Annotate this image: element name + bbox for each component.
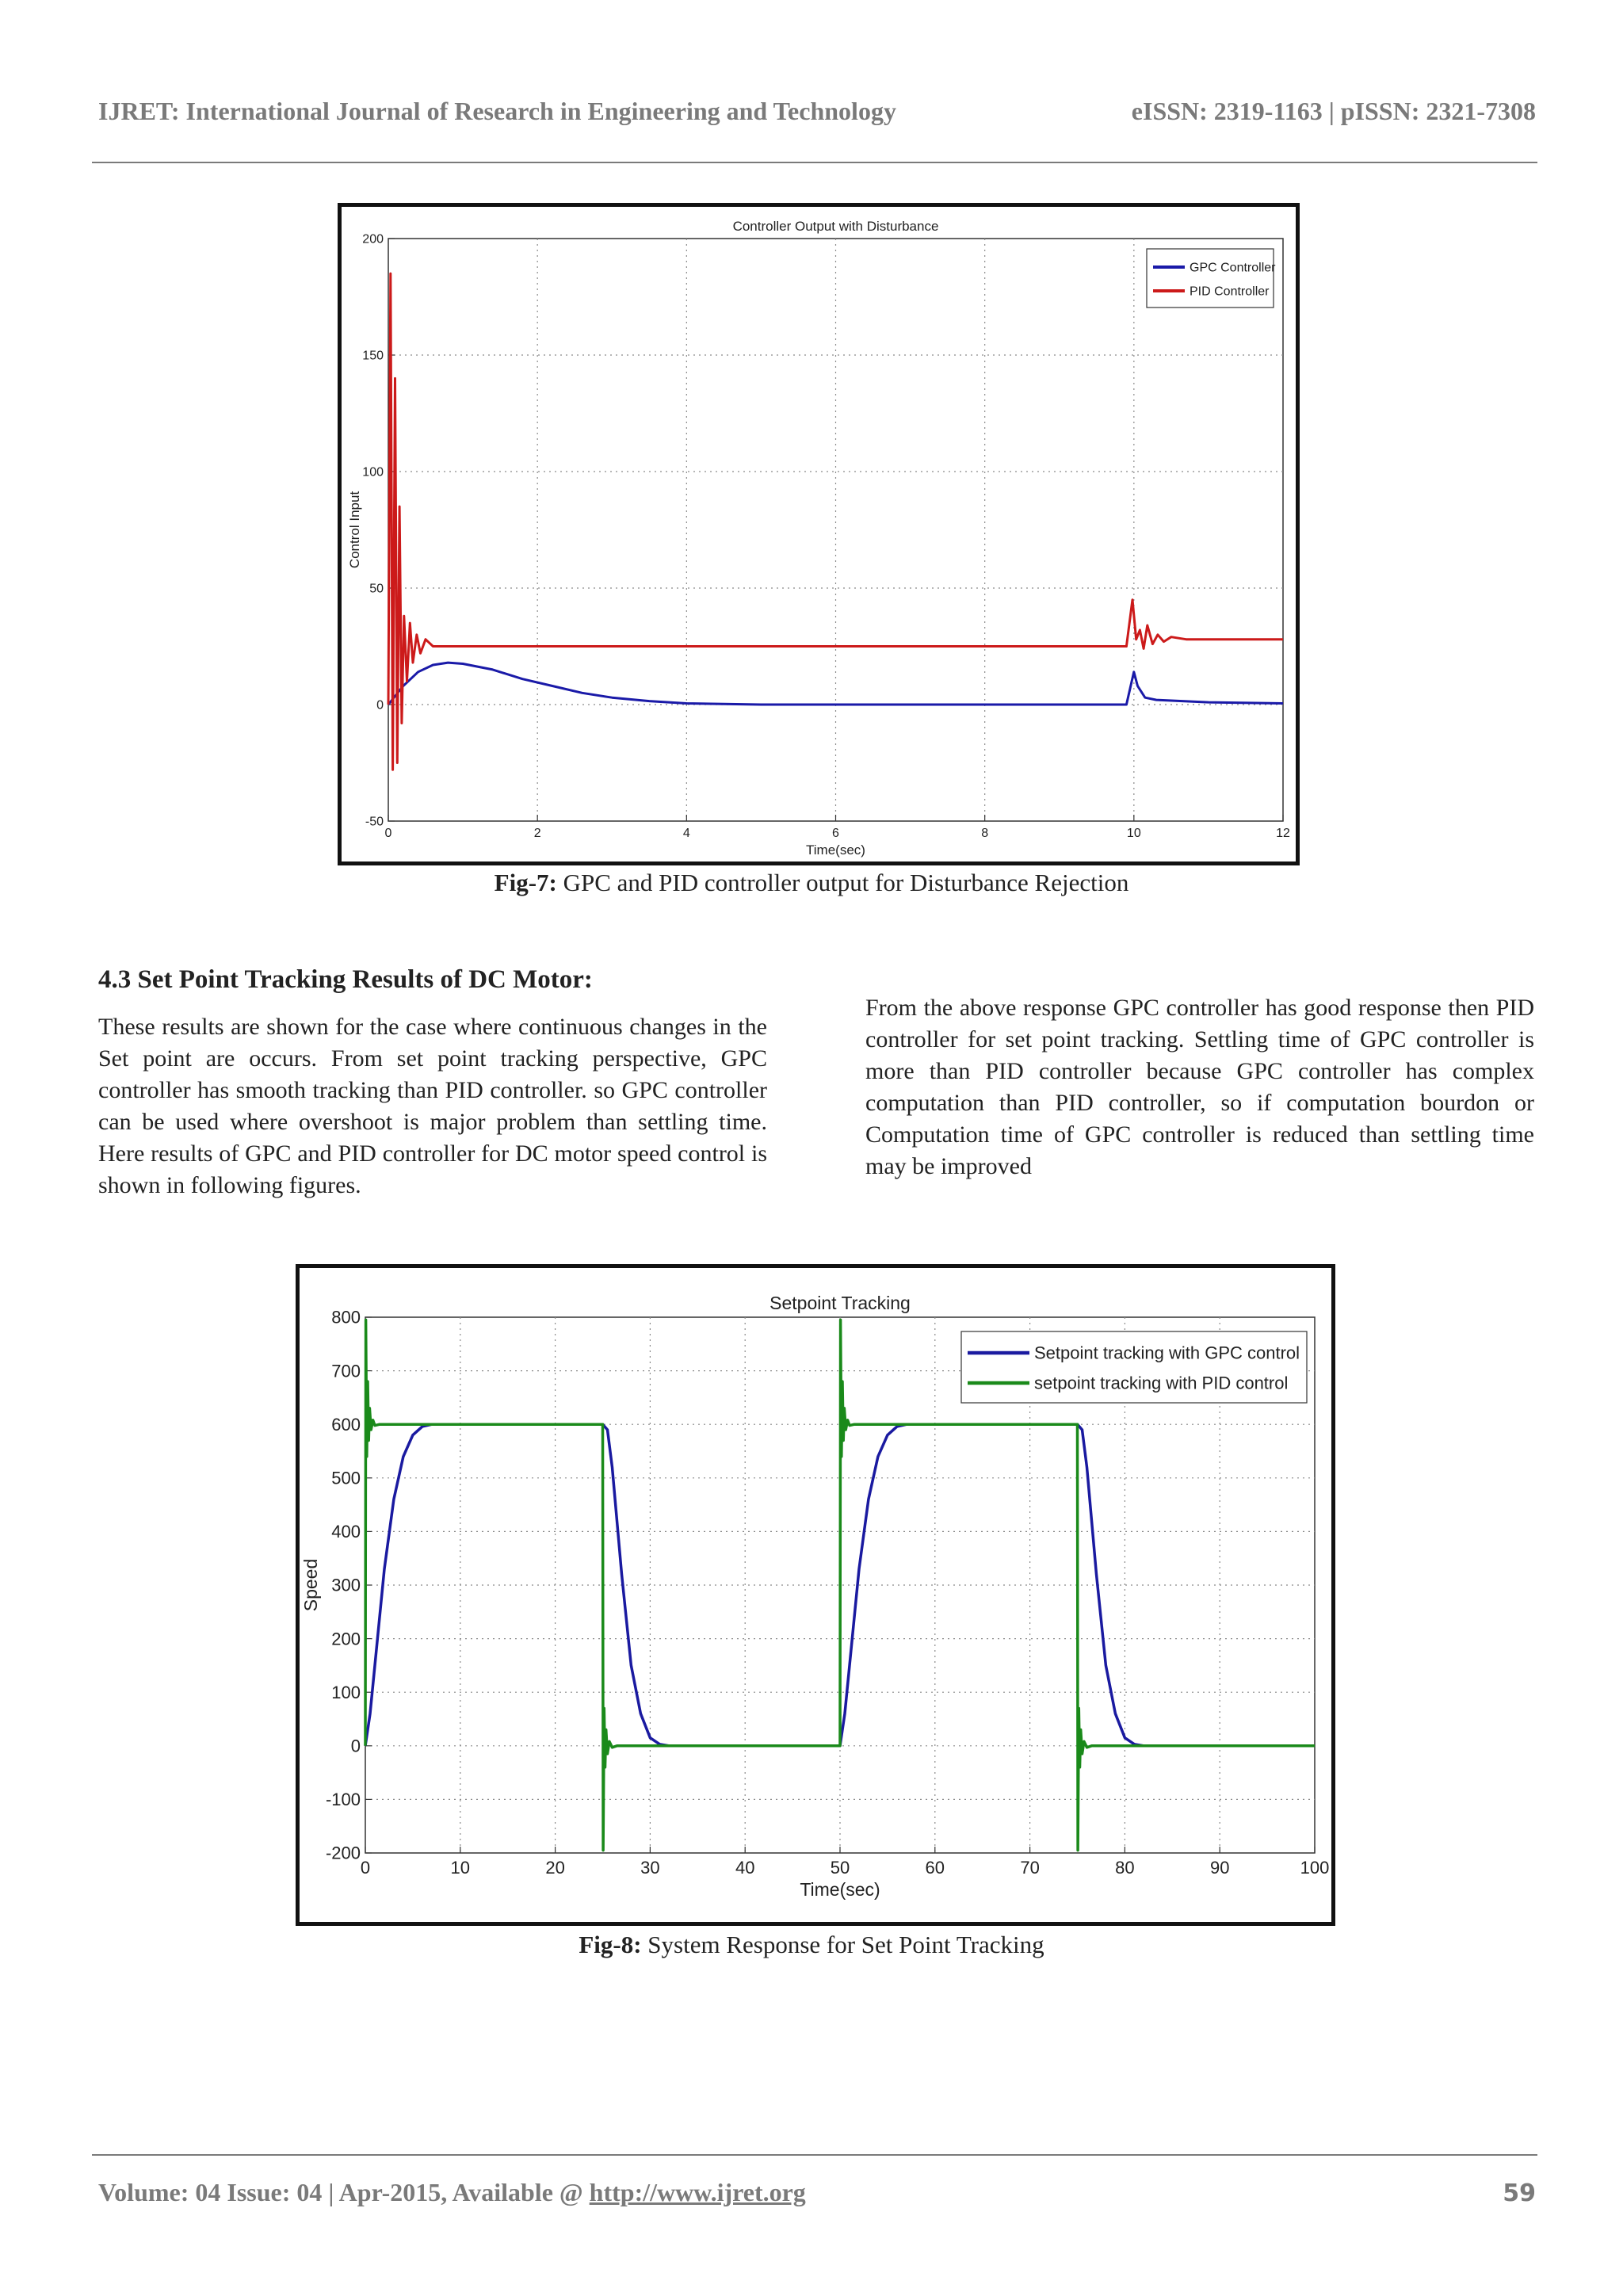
footer-volume bbox=[98, 2178, 806, 2207]
x-tick-label: 6 bbox=[832, 827, 839, 840]
y-tick-label: 400 bbox=[331, 1522, 361, 1542]
x-tick-label: 100 bbox=[1300, 1858, 1330, 1878]
legend-box bbox=[1147, 249, 1274, 308]
y-tick-label: 0 bbox=[376, 698, 384, 712]
y-tick-label: 200 bbox=[362, 232, 384, 246]
x-tick-label: 2 bbox=[533, 827, 541, 840]
figure-7-label: Fig-7: bbox=[494, 869, 557, 896]
y-tick-label: -100 bbox=[325, 1790, 361, 1810]
x-tick-label: 30 bbox=[640, 1858, 660, 1878]
x-tick-label: 10 bbox=[450, 1858, 471, 1878]
legend-label: GPC Controller bbox=[1190, 261, 1276, 275]
page-number: 59 bbox=[1503, 2179, 1536, 2207]
header-rule bbox=[92, 162, 1537, 163]
figure-8-caption-text: System Response for Set Point Tracking bbox=[641, 1931, 1044, 1958]
figure-8-label: Fig-8: bbox=[579, 1931, 642, 1958]
figure-7-caption bbox=[0, 869, 1623, 897]
left-paragraph: These results are shown for the case where continuous changes in the Set point are occurs. From set point tracking perspective, GPC controller has smooth tracking than PID controller. so GPC controller can be used where overshoot is major problem than settling time. Here results of GPC and PID controller for DC motor speed control is shown in following figures. bbox=[98, 1014, 767, 1198]
footer-volume-text: Volume: 04 Issue: 04 | Apr-2015, Available @ bbox=[98, 2178, 590, 2206]
x-tick-label: 70 bbox=[1020, 1858, 1040, 1878]
y-tick-label: 300 bbox=[331, 1575, 361, 1595]
figure-7-caption-text: GPC and PID controller output for Disturbance Rejection bbox=[556, 869, 1129, 896]
legend-label: setpoint tracking with PID control bbox=[1034, 1373, 1289, 1393]
y-tick-label: 100 bbox=[362, 465, 384, 479]
x-tick-label: 10 bbox=[1126, 827, 1141, 840]
x-axis-label: Time(sec) bbox=[806, 842, 865, 858]
chart-title: Setpoint Tracking bbox=[769, 1293, 911, 1313]
journal-link[interactable]: http://www.ijret.org bbox=[589, 2178, 806, 2206]
figure-8 bbox=[296, 1264, 1335, 1926]
x-tick-label: 4 bbox=[682, 827, 690, 840]
y-tick-label: 0 bbox=[350, 1736, 361, 1756]
figure-7 bbox=[338, 203, 1300, 865]
x-tick-label: 0 bbox=[360, 1858, 371, 1878]
running-footer bbox=[98, 2178, 1536, 2207]
y-tick-label: -50 bbox=[365, 815, 384, 829]
fig8-chart bbox=[300, 1268, 1331, 1922]
right-paragraph: From the above response GPC controller has good response then PID controller for set point tracking. Settling time of GPC controller is more than PID controller because GPC controller has complex computation than PID controller, so if computation bourdon or Computation time of GPC controller is reduced than settling time may be improved bbox=[865, 995, 1534, 1179]
journal-name: IJRET: International Journal of Research in Engineering and Technology bbox=[98, 97, 896, 125]
x-tick-label: 50 bbox=[830, 1858, 850, 1878]
x-tick-label: 0 bbox=[384, 827, 392, 840]
x-axis-label: Time(sec) bbox=[800, 1879, 880, 1900]
y-tick-label: 200 bbox=[331, 1629, 361, 1649]
legend-label: Setpoint tracking with GPC control bbox=[1034, 1343, 1300, 1363]
x-tick-label: 60 bbox=[925, 1858, 945, 1878]
x-tick-label: 20 bbox=[545, 1858, 565, 1878]
x-tick-label: 80 bbox=[1115, 1858, 1135, 1878]
y-tick-label: 500 bbox=[331, 1468, 361, 1488]
chart-title: Controller Output with Disturbance bbox=[732, 219, 939, 234]
y-axis-label: Control Input bbox=[347, 491, 362, 569]
footer-rule bbox=[92, 2154, 1537, 2156]
y-tick-label: 100 bbox=[331, 1682, 361, 1702]
x-tick-label: 12 bbox=[1276, 827, 1290, 840]
y-axis-label: Speed bbox=[300, 1558, 321, 1612]
x-tick-label: 90 bbox=[1209, 1858, 1230, 1878]
y-tick-label: 600 bbox=[331, 1414, 361, 1435]
figure-8-caption bbox=[0, 1931, 1623, 1959]
y-tick-label: 700 bbox=[331, 1361, 361, 1381]
x-tick-label: 8 bbox=[981, 827, 989, 840]
x-tick-label: 40 bbox=[735, 1858, 755, 1878]
y-tick-label: 150 bbox=[362, 349, 384, 363]
fig7-chart bbox=[342, 207, 1296, 861]
section-heading: 4.3 Set Point Tracking Results of DC Motor: bbox=[98, 965, 593, 994]
y-tick-label: 50 bbox=[369, 582, 384, 596]
legend-label: PID Controller bbox=[1190, 285, 1270, 299]
y-tick-label: 800 bbox=[331, 1307, 361, 1328]
issn: eISSN: 2319-1163 | pISSN: 2321-7308 bbox=[1131, 97, 1536, 125]
y-tick-label: -200 bbox=[325, 1843, 361, 1863]
running-header bbox=[98, 97, 1536, 126]
